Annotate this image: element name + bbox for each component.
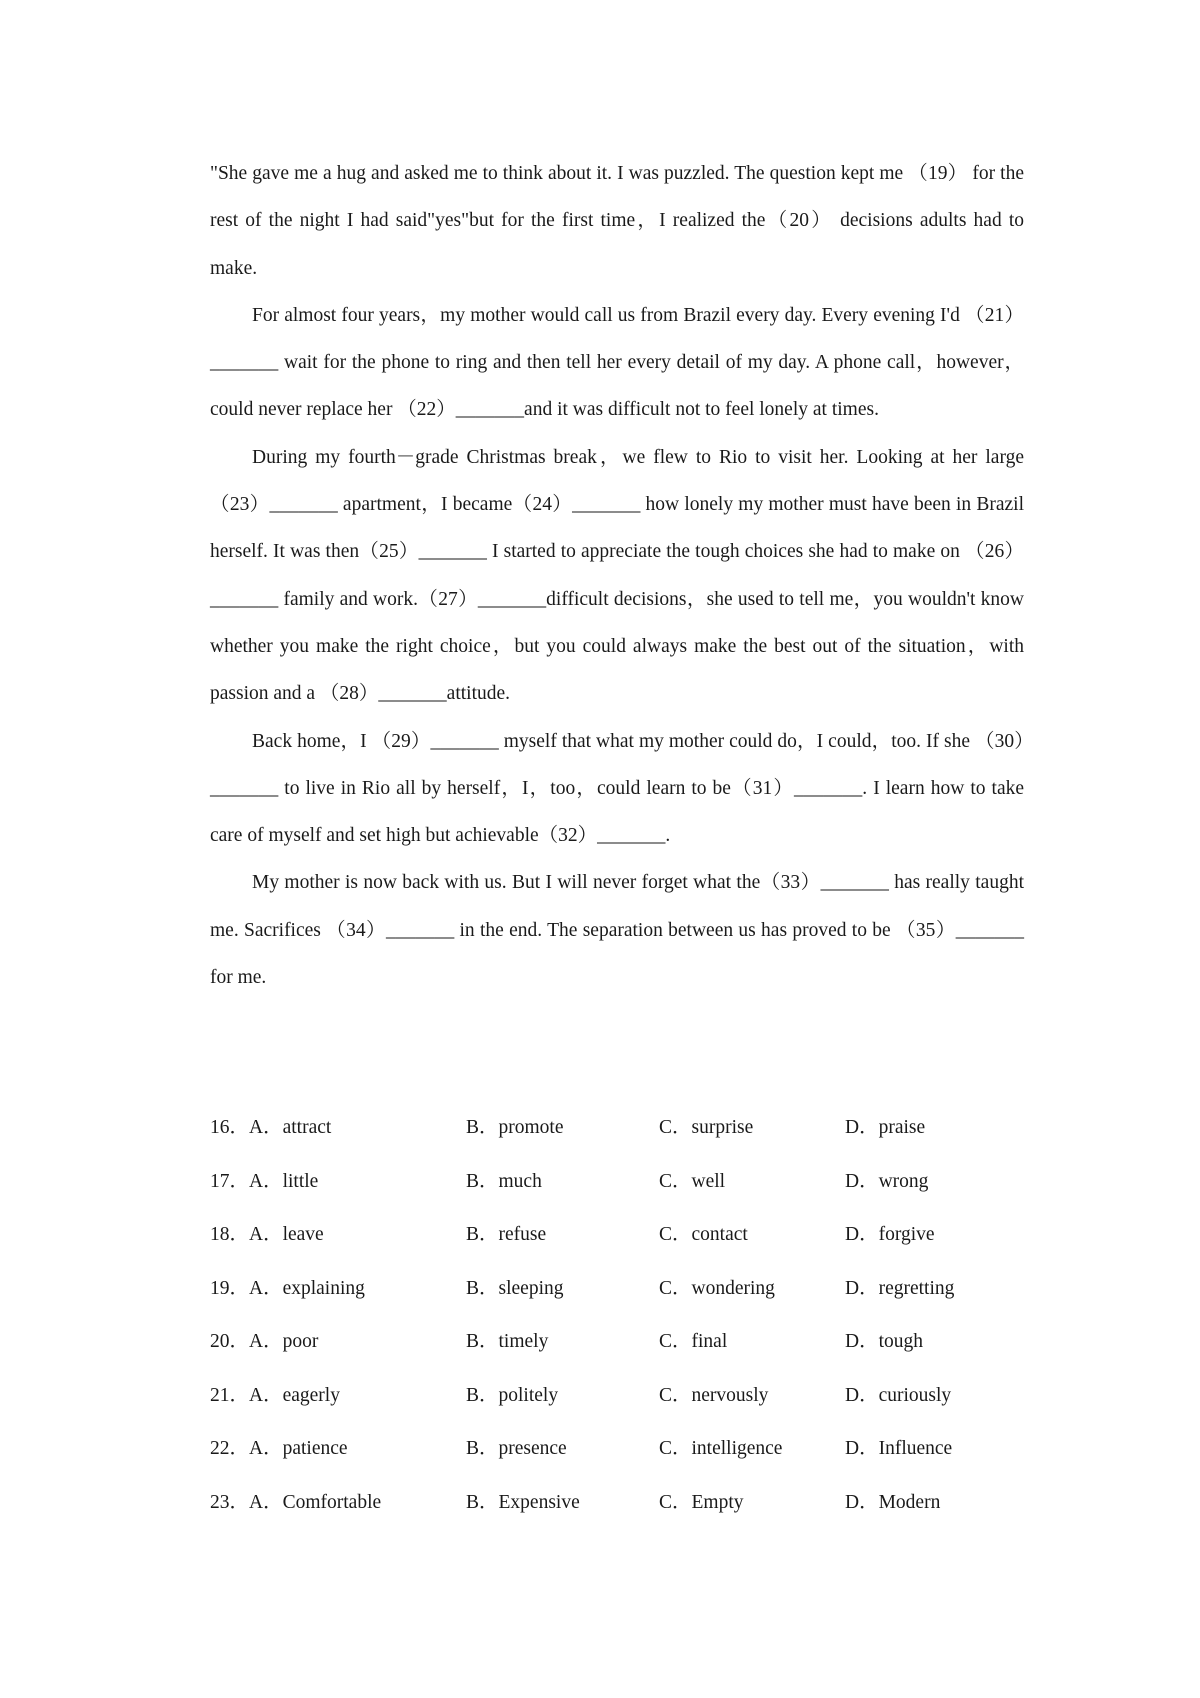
passage-paragraph-3: During my fourth－grade Christmas break，we flew to Rio to visit her. Looking at her large （23）_______ apartment，I became（24）_______ how lonely my mother must have been in Brazil herself. It was then（25）_______ I started to appreciate the tough choices she had to make on （26）_______ family and work.（27）_______difficult decisions，she used to tell me，you wouldn't know whether you make the right choice，but you could always make the best out of the situation，with passion and a （28）_______attitude. [210, 446, 1024, 705]
option-c: C．wondering [659, 1277, 775, 1299]
option-c: C．surprise [659, 1117, 754, 1138]
option-a: 18．A．leave [210, 1224, 324, 1245]
passage-paragraph-4: Back home，I （29）_______ myself that what my mother could do，I could，too. If she （30）_______ to live in Rio all by herself，I，too，could learn to be（31）_______. I learn how to take care of myself and set high but achievable（32）_______. [210, 730, 1024, 847]
option-b: B．politely [466, 1384, 559, 1406]
option-c: C．contact [659, 1224, 748, 1245]
option-a: 19．A．explaining [210, 1277, 365, 1299]
question-options-23 [210, 1485, 1024, 1539]
passage [210, 150, 1024, 1001]
passage-paragraph-2: For almost four years，my mother would call us from Brazil every day. Every evening I'd （21）_______ wait for the phone to ring and then tell her every detail of my day. A phone call，however，could never replace her （22）_______and it was difficult not to feel lonely at times. [210, 304, 1024, 421]
question-options-17 [210, 1164, 1024, 1218]
option-c: C．intelligence [659, 1438, 783, 1459]
option-b: B．promote [466, 1117, 564, 1138]
passage-paragraph-1: "She gave me a hug and asked me to think about it. I was puzzled. The question kept me （19） for the rest of the night I had said"yes"but for the first time，I realized the（20） decisions adults had to make. [210, 163, 1024, 279]
option-a: 21．A．eagerly [210, 1384, 340, 1406]
passage-paragraph-5: My mother is now back with us. But I will never forget what the（33）_______ has really taught me. Sacrifices （34）_______ in the end. The separation between us has proved to be （35）_______ for me. [210, 872, 1024, 989]
question-options-22 [210, 1431, 1024, 1485]
option-b: B．much [466, 1170, 542, 1192]
option-b: B．sleeping [466, 1277, 564, 1299]
option-d: D．Modern [845, 1491, 941, 1513]
answer-options [210, 1110, 1024, 1538]
option-b: B．Expensive [466, 1491, 580, 1513]
option-a: 17．A．little [210, 1170, 319, 1192]
option-d: D．forgive [845, 1224, 935, 1245]
question-options-21 [210, 1378, 1024, 1432]
option-c: C．final [659, 1331, 728, 1352]
option-b: B．presence [466, 1438, 567, 1459]
option-a: 23．A．Comfortable [210, 1491, 382, 1513]
option-d: D．praise [845, 1117, 926, 1138]
question-options-20 [210, 1324, 1024, 1378]
option-c: C．Empty [659, 1491, 744, 1513]
question-options-18 [210, 1217, 1024, 1271]
option-d: D．wrong [845, 1170, 929, 1192]
option-b: B．refuse [466, 1224, 547, 1245]
option-a: 20．A．poor [210, 1331, 319, 1352]
option-d: D．curiously [845, 1384, 952, 1406]
option-a: 22．A．patience [210, 1438, 348, 1459]
option-d: D．regretting [845, 1277, 955, 1299]
option-a: 16．A．attract [210, 1117, 332, 1138]
option-c: C．nervously [659, 1384, 769, 1406]
option-c: C．well [659, 1170, 726, 1192]
option-d: D．Influence [845, 1438, 953, 1459]
option-b: B．timely [466, 1331, 549, 1352]
question-options-19 [210, 1271, 1024, 1325]
question-options-16 [210, 1110, 1024, 1164]
option-d: D．tough [845, 1331, 924, 1352]
